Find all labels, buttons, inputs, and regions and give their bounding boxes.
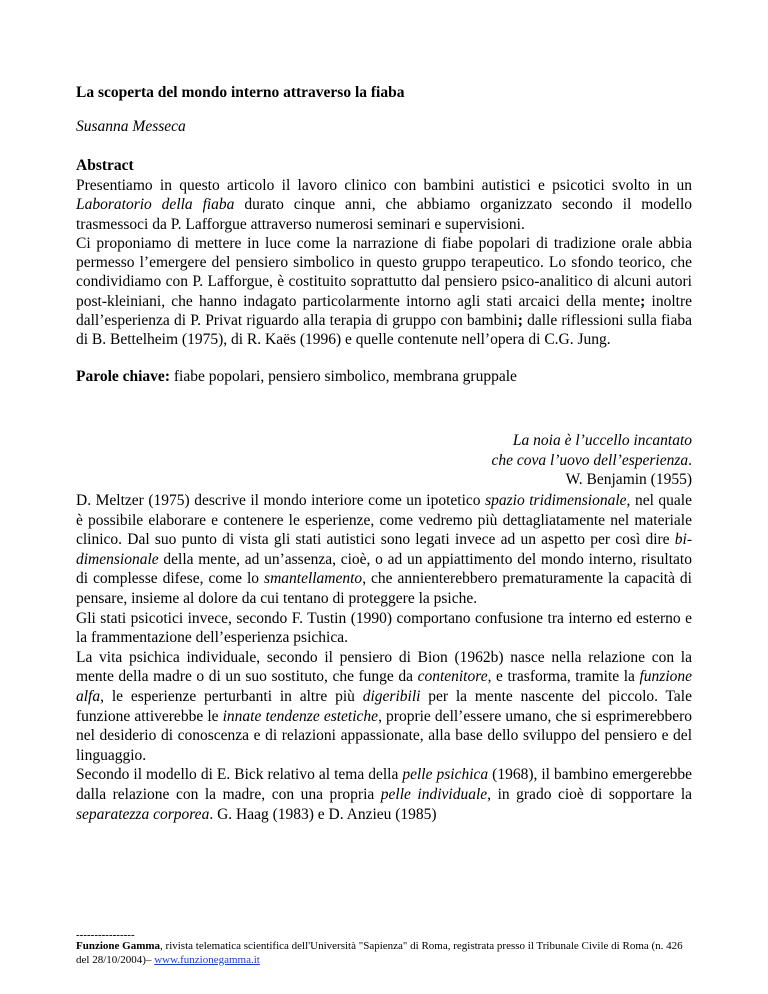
epigraph-line-1: La noia è l’uccello incantato (512, 432, 692, 449)
body-paragraph: D. Meltzer (1975) descrive il mondo interiore come un ipotetico spazio tridimensionale, nel quale è possibile elaborare e contenere le esperienze, come vedremo più dettagliatamente nel materiale clinico. Dal suo punto di vista gli stati autistici sono legati invece ad un aspetto per così dire bi-dimensionale della mente, ad un’assenza, cioè, o ad un appiattimento del mondo interno, risultato di complesse difese, come lo smantellamento, che annienterebbero prematuramente la capacità di pensare, insieme al dolore da cui tentano di proteggere la psiche. (76, 492, 692, 607)
article-title: La scoperta del mondo interno attraverso la fiaba (76, 84, 405, 101)
footer-rule: ---------------- (76, 929, 135, 941)
epigraph-line-2: che cova l’uovo dell’esperienza. (491, 451, 692, 469)
keywords-label: Parole chiave: (76, 368, 170, 385)
body-text (76, 491, 692, 824)
abstract-paragraph: Presentiamo in questo articolo il lavoro clinico con bambini autistici e psicotici svolto in un Laboratorio della fiaba durato cinque anni, che abbiamo organizzato secondo il modello trasmessoci da P. Lafforgue attraverso numerosi seminari e supervisioni. (76, 177, 692, 233)
keywords-list: fiabe popolari, pensiero simbolico, membrana gruppale (169, 368, 517, 385)
journal-link[interactable]: www.funzionegamma.it (154, 953, 260, 966)
body-paragraph: Secondo il modello di E. Bick relativo al tema della pelle psichica (1968), il bambino emergerebbe dalla relazione con la madre, con una propria pelle individuale, in grado cioè di sopportare la separatezza corporea. G. Haag (1983) e D. Anzieu (1985) (76, 766, 693, 823)
author-name: Susanna Messeca (76, 118, 186, 135)
body-paragraph: La vita psichica individuale, secondo il pensiero di Bion (1962b) nasce nella relazione con la mente della madre o di un suo sostituto, che funge da contenitore, e trasforma, tramite la funzione alfa, le esperienze perturbanti in altre più digeribili per la mente nascente del piccolo. Tale funzione attiverebbe le innate tendenze estetiche, proprie dell’essere umano, che si esprimerebbero nel desiderio di conoscenza e di relazioni appassionate, alla base dello sviluppo del pensiero e del linguaggio. (76, 648, 693, 764)
abstract-text (76, 176, 692, 350)
epigraph (491, 431, 692, 490)
footer-citation: Funzione Gamma, rivista telematica scientifica dell'Università "Sapienza" di Roma, registrata presso il Tribunale Civile di Roma (n. 426 del 28/10/2004)– www.funzionegamma.it (76, 940, 683, 966)
abstract-heading: Abstract (76, 157, 134, 174)
epigraph-source: W. Benjamin (1955) (565, 471, 692, 488)
body-paragraph: Gli stati psicotici invece, secondo F. Tustin (1990) comportano confusione tra interno ed esterno e la frammentazione dell’esperienza psichica. (76, 609, 692, 647)
page-footer (76, 930, 692, 967)
journal-name: Funzione Gamma (76, 940, 161, 952)
keywords-line (76, 368, 517, 386)
abstract-paragraph: Ci proponiamo di mettere in luce come la narrazione di fiabe popolari di tradizione orale abbia permesso l’emergere del pensiero simbolico in questo gruppo terapeutico. Lo sfondo teorico, che condividiamo con P. Lafforgue, è costituito soprattutto dal pensiero psico-analitico di alcuni autori post-kleiniani, che hanno indagato particolarmente intorno agli stati arcaici della mente; inoltre dall’esperienza di P. Privat riguardo alla terapia di gruppo con bambini; dalle riflessioni sulla fiaba di B. Bettelheim (1975), di R. Kaës (1996) e quelle contenute nell’opera di C.G. Jung. (76, 234, 692, 349)
